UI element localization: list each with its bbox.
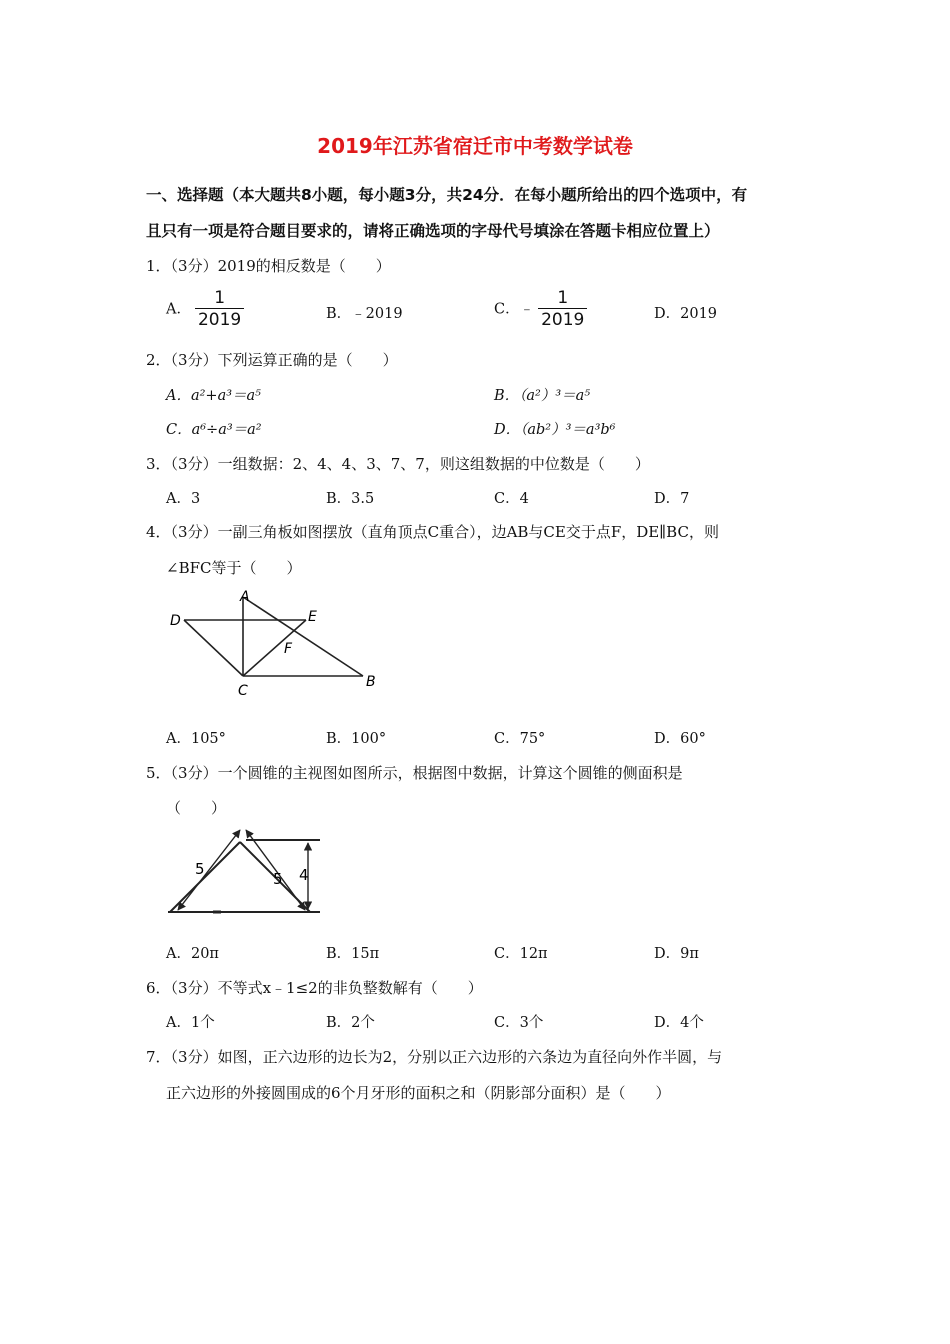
q1-option-c-fraction	[538, 288, 587, 331]
fraction-numerator: 1	[557, 288, 569, 308]
q7-stem-line1: 7．（3分）如图，正六边形的边长为2，分别以正六边形的六条边为直径向外作半圆，与	[146, 1048, 723, 1066]
q4-option-a: A．105°	[166, 731, 226, 747]
label-f: F	[284, 641, 293, 657]
fraction-numerator: 1	[214, 288, 226, 308]
page-title: 2019年江苏省宿迁市中考数学试卷	[317, 134, 633, 158]
q2-stem: 2．（3分）下列运算正确的是（ ）	[146, 351, 398, 369]
q4-option-d: D．60°	[654, 731, 706, 747]
q1-option-a-fraction	[195, 288, 244, 331]
q2-option-d: D．（ab²）³＝a³b⁶	[494, 422, 616, 438]
label-b: B	[366, 674, 376, 690]
section-heading-line1: 一、选择题（本大题共8小题，每小题3分，共24分．在每小题所给出的四个选项中，有	[146, 186, 748, 204]
q6-option-a: A．1个	[166, 1015, 215, 1031]
q3-option-a: A．3	[166, 491, 201, 507]
q4-stem-line2: ∠BFC等于（ ）	[166, 559, 302, 577]
q3-option-d: D．7	[654, 491, 690, 507]
q6-stem: 6．（3分）不等式x﹣1≤2的非负整数解有（ ）	[146, 979, 483, 997]
q5-stem-line2: （ ）	[166, 799, 227, 817]
q3-option-b: B．3.5	[326, 491, 375, 507]
fraction-denominator: 2019	[538, 308, 587, 331]
q4-option-b: B．100°	[326, 731, 387, 747]
label-c: C	[238, 683, 248, 699]
q7-stem-line2: 正六边形的外接圆围成的6个月牙形的面积之和（阴影部分面积）是（ ）	[166, 1084, 671, 1102]
label-a: A	[240, 589, 250, 605]
q2-option-c: C．a⁶÷a³＝a²	[166, 422, 262, 438]
q2-option-a: A．a²+a³＝a⁵	[166, 388, 261, 404]
q6-option-c: C．3个	[494, 1015, 544, 1031]
q1-option-c-label: C．﹣	[494, 301, 535, 318]
label-right-slant: 5	[273, 870, 283, 888]
q5-option-b: B．15π	[326, 946, 380, 962]
q3-stem: 3．（3分）一组数据：2、4、4、3、7、7，则这组数据的中位数是（ ）	[146, 455, 650, 473]
q6-option-b: B．2个	[326, 1015, 375, 1031]
q5-option-a: A．20π	[166, 946, 219, 962]
q1-option-a	[166, 288, 244, 331]
q3-option-c: C．4	[494, 491, 529, 507]
q1-option-b: B．﹣2019	[326, 306, 403, 322]
label-height: 4	[299, 866, 309, 884]
q4-stem-line1: 4．（3分）一副三角板如图摆放（直角顶点C重合），边AB与CE交于点F，DE∥BC，则	[146, 523, 719, 541]
q4-option-c: C．75°	[494, 731, 546, 747]
q5-stem-line1: 5．（3分）一个圆锥的主视图如图所示，根据图中数据，计算这个圆锥的侧面积是	[146, 764, 683, 782]
fraction-denominator: 2019	[195, 308, 244, 331]
q1-option-c	[494, 288, 587, 331]
q1-option-a-label: A．	[166, 301, 191, 318]
q4-triangle-figure	[160, 585, 390, 700]
section-heading-line2: 且只有一项是符合题目要求的，请将正确选项的字母代号填涂在答题卡相应位置上）	[146, 222, 720, 240]
q5-cone-view-figure	[160, 822, 335, 922]
q6-option-d: D．4个	[654, 1015, 704, 1031]
label-e: E	[308, 609, 317, 625]
q2-option-b: B．（a²）³＝a⁵	[494, 388, 591, 404]
label-left-slant: 5	[195, 860, 205, 878]
q5-option-c: C．12π	[494, 946, 548, 962]
q5-option-d: D．9π	[654, 946, 699, 962]
label-d: D	[170, 613, 181, 629]
q1-stem: 1．（3分）2019的相反数是（ ）	[146, 257, 391, 275]
q1-option-d: D．2019	[654, 306, 718, 322]
